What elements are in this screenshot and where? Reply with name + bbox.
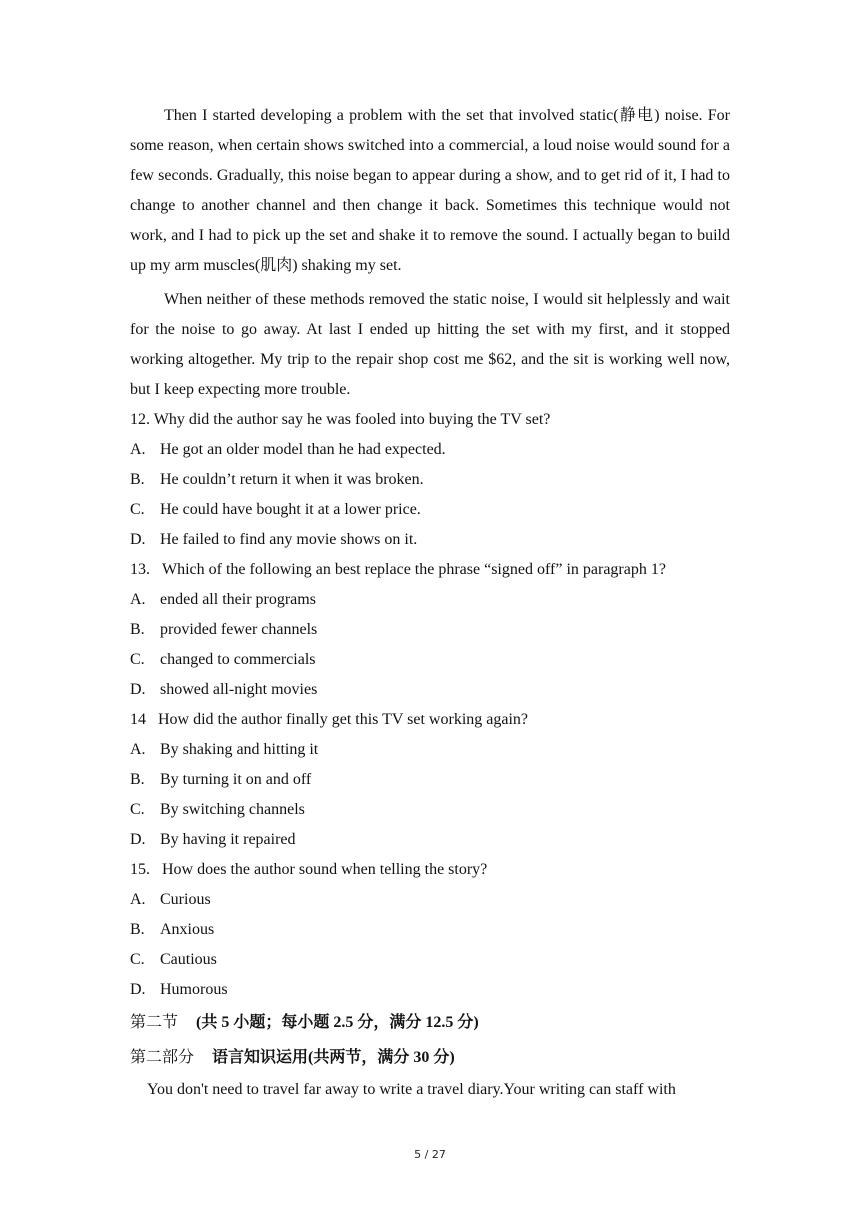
passage-paragraph-2: When neither of these methods removed the static noise, I would sit helplessly and wait for the noise to go away. At last I ended up hitting the set with my first, and it stopped working altogether. My trip to the repair shop cost me $62, and the sit is working well now, but I keep expecting more trouble. (130, 291, 730, 398)
option-14-d: D. By having it repaired (130, 831, 296, 848)
option-13-d: D. showed all-night movies (130, 681, 318, 698)
option-12-d: D. He failed to find any movie shows on it. (130, 531, 418, 548)
option-12-a: A. He got an older model than he had expected. (130, 441, 446, 458)
option-15-b: B. Anxious (130, 921, 215, 938)
option-14-c: C. By switching channels (130, 801, 305, 818)
section-heading-1: 第二节 (共 5 小题；每小题 2.5 分，满分 12.5 分) (130, 1012, 479, 1031)
question-12: 12. Why did the author say he was fooled into buying the TV set? (130, 411, 551, 428)
page-content (130, 101, 730, 1105)
option-15-c: C. Cautious (130, 951, 217, 968)
page-number: 5 / 27 (414, 1148, 446, 1161)
question-15: 15. How does the author sound when telling the story? (130, 861, 488, 878)
option-13-b: B. provided fewer channels (130, 621, 318, 638)
option-12-b: B. He couldn’t return it when it was broken. (130, 471, 424, 488)
option-14-a: A. By shaking and hitting it (130, 741, 319, 758)
passage-paragraph-3: You don't need to travel far away to write a travel diary.Your writing can staff with (147, 1081, 676, 1098)
option-15-a: A. Curious (130, 891, 211, 908)
option-13-a: A. ended all their programs (130, 591, 316, 608)
section-heading-2: 第二部分 语言知识运用(共两节，满分 30 分) (130, 1047, 455, 1066)
passage-paragraph-1: Then I started developing a problem with the set that involved static(静电) noise. For some reason, when certain shows switched into a commercial, a loud noise would sound for a few seconds. Gradually, this noise began to appear during a show, and to get rid of it, I had to change to another channel and then change it back. Sometimes this technique would not work, and I had to pick up the set and shake it to remove the sound. I actually began to build up my arm muscles(肌肉) shaking my set. (130, 107, 730, 274)
option-15-d: D. Humorous (130, 981, 228, 998)
option-12-c: C. He could have bought it at a lower price. (130, 501, 421, 518)
option-14-b: B. By turning it on and off (130, 771, 312, 788)
question-14: 14 How did the author finally get this TV set working again? (130, 711, 529, 728)
option-13-c: C. changed to commercials (130, 651, 316, 668)
question-13: 13. Which of the following an best replace the phrase “signed off” in paragraph 1? (130, 561, 666, 578)
